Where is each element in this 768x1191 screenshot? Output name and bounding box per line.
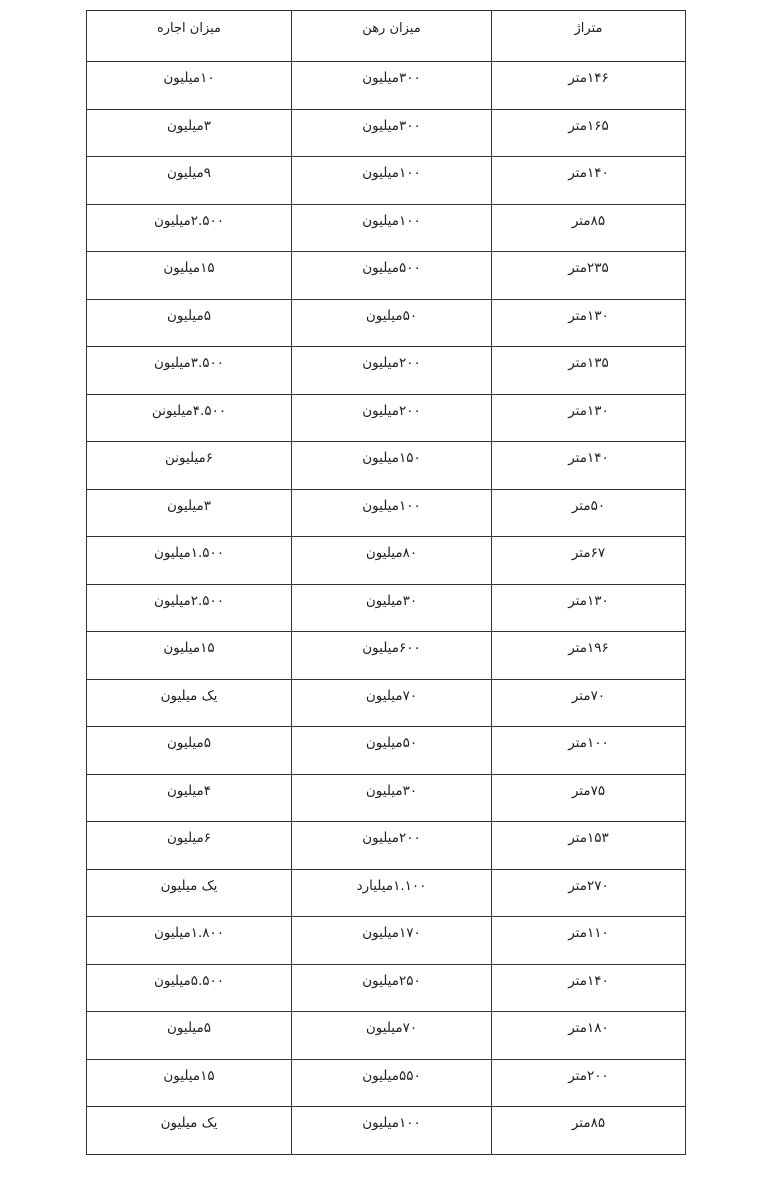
table-row xyxy=(87,442,686,490)
rent-cell: ۱۵میلیون xyxy=(87,1059,292,1107)
area-cell: ۱۳۰متر xyxy=(492,299,686,347)
table-row xyxy=(87,1059,686,1107)
rent-cell: ۴.۵۰۰میلیونن xyxy=(87,394,292,442)
deposit-cell: ۵۰۰میلیون xyxy=(292,252,492,300)
header-rent: میزان اجاره xyxy=(87,11,292,62)
rental-listings-table xyxy=(86,10,686,1155)
area-cell: ۵۰متر xyxy=(492,489,686,537)
table-row xyxy=(87,347,686,395)
table-row xyxy=(87,679,686,727)
table-row xyxy=(87,727,686,775)
area-cell: ۱۴۶متر xyxy=(492,62,686,110)
rent-cell: ۹میلیون xyxy=(87,157,292,205)
deposit-cell: ۱۰۰میلیون xyxy=(292,489,492,537)
area-cell: ۱۹۶متر xyxy=(492,632,686,680)
deposit-cell: ۱۵۰میلیون xyxy=(292,442,492,490)
table-row xyxy=(87,537,686,585)
rent-cell: ۱۵میلیون xyxy=(87,252,292,300)
area-cell: ۶۷متر xyxy=(492,537,686,585)
rent-cell: یک میلیون xyxy=(87,1107,292,1155)
table-row xyxy=(87,869,686,917)
header-row xyxy=(87,11,686,62)
area-cell: ۱۴۰متر xyxy=(492,442,686,490)
area-cell: ۷۵متر xyxy=(492,774,686,822)
area-cell: ۱۴۰متر xyxy=(492,964,686,1012)
deposit-cell: ۵۰میلیون xyxy=(292,299,492,347)
deposit-cell: ۲۰۰میلیون xyxy=(292,822,492,870)
deposit-cell: ۷۰میلیون xyxy=(292,679,492,727)
rent-cell: ۵میلیون xyxy=(87,727,292,775)
deposit-cell: ۱.۱۰۰میلیارد xyxy=(292,869,492,917)
rent-cell: ۱۵میلیون xyxy=(87,632,292,680)
rent-cell: ۶میلیون xyxy=(87,822,292,870)
rent-cell: یک میلیون xyxy=(87,869,292,917)
rent-cell: ۱.۵۰۰میلیون xyxy=(87,537,292,585)
deposit-cell: ۲۰۰میلیون xyxy=(292,347,492,395)
rent-cell: ۲.۵۰۰میلیون xyxy=(87,584,292,632)
deposit-cell: ۱۰۰میلیون xyxy=(292,1107,492,1155)
rent-cell: ۳میلیون xyxy=(87,489,292,537)
rent-cell: ۲.۵۰۰میلیون xyxy=(87,204,292,252)
table-row xyxy=(87,917,686,965)
area-cell: ۱۰۰متر xyxy=(492,727,686,775)
deposit-cell: ۳۰میلیون xyxy=(292,584,492,632)
area-cell: ۱۳۰متر xyxy=(492,394,686,442)
rent-cell: ۳.۵۰۰میلیون xyxy=(87,347,292,395)
header-deposit: میزان رهن xyxy=(292,11,492,62)
table-row xyxy=(87,299,686,347)
rent-cell: ۱.۸۰۰میلیون xyxy=(87,917,292,965)
deposit-cell: ۲۵۰میلیون xyxy=(292,964,492,1012)
deposit-cell: ۳۰۰میلیون xyxy=(292,62,492,110)
deposit-cell: ۱۰۰میلیون xyxy=(292,204,492,252)
deposit-cell: ۱۰۰میلیون xyxy=(292,157,492,205)
area-cell: ۸۵متر xyxy=(492,204,686,252)
rent-cell: ۱۰میلیون xyxy=(87,62,292,110)
table-row xyxy=(87,632,686,680)
deposit-cell: ۷۰میلیون xyxy=(292,1012,492,1060)
table-row xyxy=(87,204,686,252)
table-row xyxy=(87,62,686,110)
area-cell: ۱۶۵متر xyxy=(492,109,686,157)
deposit-cell: ۵۵۰میلیون xyxy=(292,1059,492,1107)
deposit-cell: ۵۰میلیون xyxy=(292,727,492,775)
rent-cell: ۵میلیون xyxy=(87,1012,292,1060)
table-row xyxy=(87,109,686,157)
table-row xyxy=(87,964,686,1012)
area-cell: ۱۵۳متر xyxy=(492,822,686,870)
area-cell: ۲۰۰متر xyxy=(492,1059,686,1107)
area-cell: ۲۷۰متر xyxy=(492,869,686,917)
table-row xyxy=(87,394,686,442)
rent-cell: ۴میلیون xyxy=(87,774,292,822)
table-row xyxy=(87,774,686,822)
table-row xyxy=(87,1012,686,1060)
deposit-cell: ۳۰میلیون xyxy=(292,774,492,822)
area-cell: ۱۴۰متر xyxy=(492,157,686,205)
deposit-cell: ۶۰۰میلیون xyxy=(292,632,492,680)
area-cell: ۱۱۰متر xyxy=(492,917,686,965)
deposit-cell: ۲۰۰میلیون xyxy=(292,394,492,442)
rent-cell: ۶میلیونن xyxy=(87,442,292,490)
table-row xyxy=(87,822,686,870)
area-cell: ۱۸۰متر xyxy=(492,1012,686,1060)
rent-cell: ۵میلیون xyxy=(87,299,292,347)
deposit-cell: ۳۰۰میلیون xyxy=(292,109,492,157)
rent-cell: یک میلیون xyxy=(87,679,292,727)
rent-cell: ۳میلیون xyxy=(87,109,292,157)
table-row xyxy=(87,489,686,537)
deposit-cell: ۱۷۰میلیون xyxy=(292,917,492,965)
table-row xyxy=(87,1107,686,1155)
area-cell: ۸۵متر xyxy=(492,1107,686,1155)
rent-cell: ۵.۵۰۰میلیون xyxy=(87,964,292,1012)
header-area: متراژ xyxy=(492,11,686,62)
table-row xyxy=(87,252,686,300)
area-cell: ۱۳۵متر xyxy=(492,347,686,395)
area-cell: ۲۳۵متر xyxy=(492,252,686,300)
area-cell: ۷۰متر xyxy=(492,679,686,727)
area-cell: ۱۳۰متر xyxy=(492,584,686,632)
deposit-cell: ۸۰میلیون xyxy=(292,537,492,585)
table-row xyxy=(87,157,686,205)
table-row xyxy=(87,584,686,632)
